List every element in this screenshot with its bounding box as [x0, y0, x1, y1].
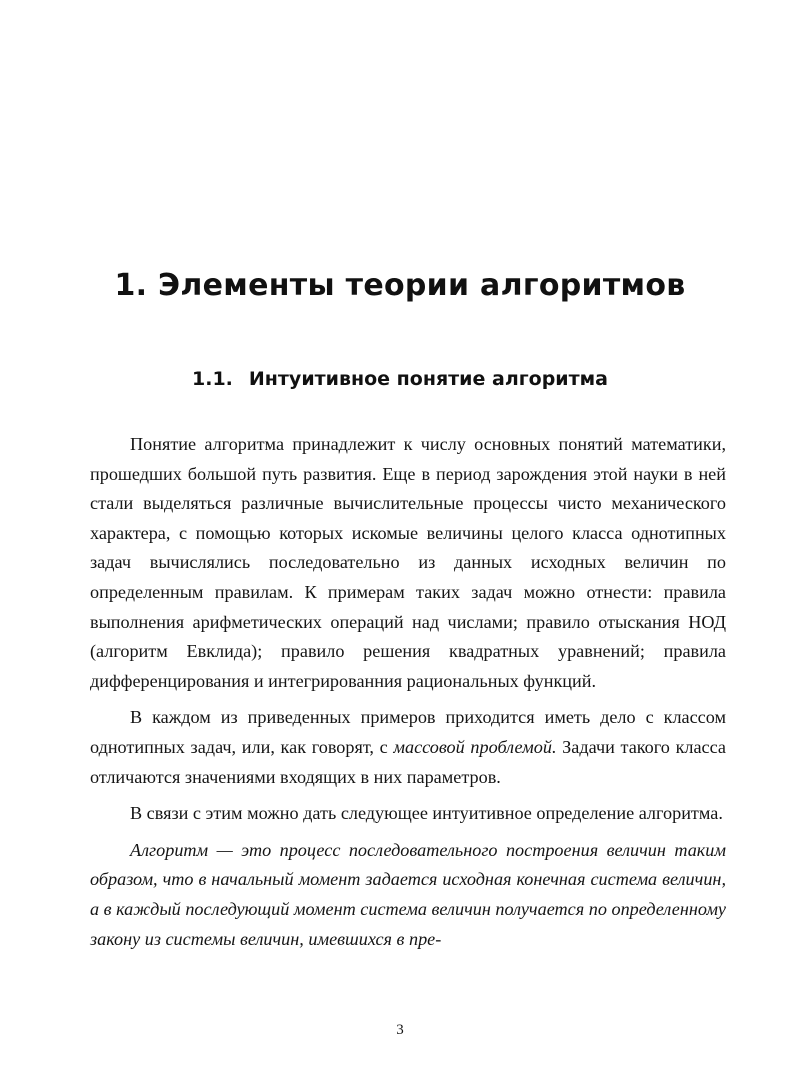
section-heading [0, 368, 800, 390]
section-title: Интуитивное понятие алгоритма [248, 368, 608, 390]
paragraph-1: Понятие алгоритма принадлежит к числу основных понятий математики, прошедших большой путь развития. Еще в период зарождения этой науки в ней стали выделяться различные вычислительные процессы чисто механического характера, с помощью которых искомые величины целого класса однотипных задач вычислялись последовательно из данных исходных величин по определенным правилам. К примерам таких задач можно отнести: правила выполнения арифметических операций над числами; правило отыскания НОД (алгоритм Евклида); правило решения квадратных уравнений; правила дифференцирования и интегрированния рациональных функций. [90, 434, 726, 691]
chapter-title: 1. Элементы теории алгоритмов [114, 268, 686, 303]
paragraph-3: В связи с этим можно дать следующее интуитивное определение алгоритма. [130, 803, 723, 824]
body-text [90, 430, 726, 961]
definition-paragraph: Алгоритм — это процесс последовательного построения величин таким образом, что в начальный момент задается исходная конечная система величин, а в каждый последующий момент система величин получается по определенному закону из системы величин, имевшихся в пре- [90, 839, 726, 949]
paragraph-2-text-start: В каждом из приведенных примеров приходится иметь дело с классом однотипных задач, или, как говорят, с [90, 707, 726, 757]
section-number: 1.1. [192, 368, 233, 390]
paragraph-2-emphasis: массовой проблемой. [393, 736, 557, 757]
paragraph-2 [90, 703, 726, 792]
paragraph-2-text-end: Задачи такого класса отличаются значениями входящих в них параметров. [90, 736, 726, 787]
page-number: 3 [396, 1022, 404, 1038]
